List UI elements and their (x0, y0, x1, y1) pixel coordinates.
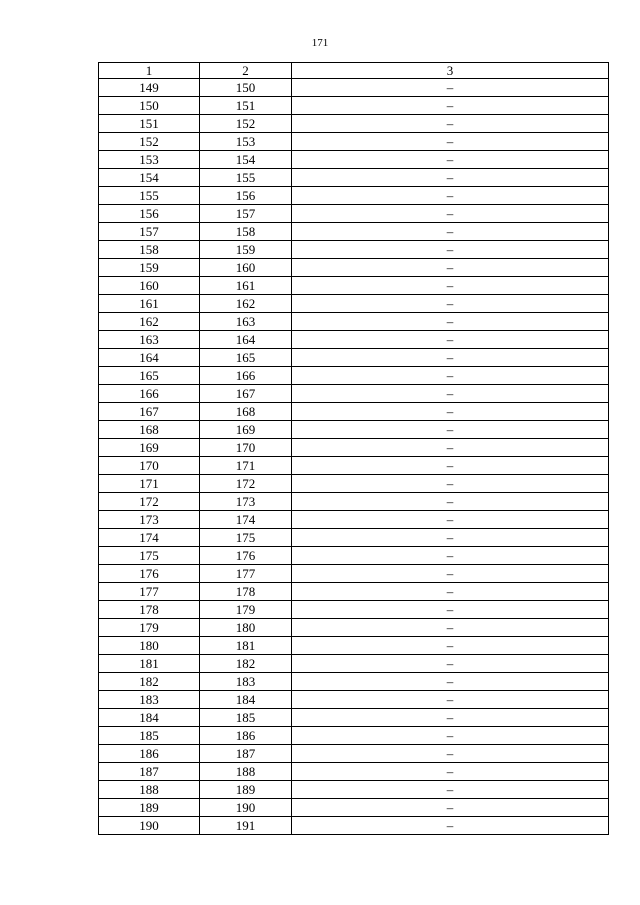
table-row (99, 547, 609, 565)
table-row (99, 493, 609, 511)
table-cell-col-3: – (292, 439, 609, 457)
table-cell-col-2: 154 (200, 151, 292, 169)
table-cell-col-2: 169 (200, 421, 292, 439)
table-cell-col-1: 156 (99, 205, 200, 223)
table-row (99, 205, 609, 223)
table-row (99, 511, 609, 529)
table-row (99, 349, 609, 367)
table-cell-col-2: 156 (200, 187, 292, 205)
table-cell-col-2: 185 (200, 709, 292, 727)
table-row (99, 421, 609, 439)
table-cell-col-3: – (292, 781, 609, 799)
table-cell-col-1: 166 (99, 385, 200, 403)
table-cell-col-1: 149 (99, 79, 200, 97)
table-row (99, 295, 609, 313)
table-cell-col-3: – (292, 313, 609, 331)
table-cell-col-3: – (292, 709, 609, 727)
table-cell-col-3: – (292, 637, 609, 655)
table-row (99, 637, 609, 655)
table-cell-col-3: – (292, 727, 609, 745)
table-cell-col-2: 151 (200, 97, 292, 115)
table-cell-col-2: 182 (200, 655, 292, 673)
table-row (99, 565, 609, 583)
table-cell-col-3: – (292, 457, 609, 475)
table-cell-col-1: 188 (99, 781, 200, 799)
table-cell-col-2: 183 (200, 673, 292, 691)
table-cell-col-2: 168 (200, 403, 292, 421)
table-cell-col-2: 189 (200, 781, 292, 799)
column-header-3: 3 (292, 63, 609, 79)
table-cell-col-1: 184 (99, 709, 200, 727)
data-table (98, 62, 609, 835)
table-cell-col-2: 159 (200, 241, 292, 259)
table-cell-col-3: – (292, 295, 609, 313)
table-row (99, 169, 609, 187)
table-row (99, 313, 609, 331)
table-cell-col-1: 170 (99, 457, 200, 475)
table-cell-col-3: – (292, 115, 609, 133)
table-row (99, 727, 609, 745)
table-cell-col-1: 151 (99, 115, 200, 133)
table-row (99, 187, 609, 205)
table-cell-col-1: 165 (99, 367, 200, 385)
table-row (99, 619, 609, 637)
table-cell-col-3: – (292, 817, 609, 835)
table-cell-col-3: – (292, 493, 609, 511)
table-cell-col-1: 162 (99, 313, 200, 331)
table-cell-col-1: 173 (99, 511, 200, 529)
table-cell-col-2: 160 (200, 259, 292, 277)
table-row (99, 691, 609, 709)
table-cell-col-3: – (292, 691, 609, 709)
table-row (99, 655, 609, 673)
table-cell-col-3: – (292, 79, 609, 97)
table-cell-col-3: – (292, 241, 609, 259)
table-cell-col-1: 190 (99, 817, 200, 835)
table-cell-col-1: 182 (99, 673, 200, 691)
table-cell-col-3: – (292, 349, 609, 367)
table-row (99, 259, 609, 277)
table-row (99, 745, 609, 763)
table-header-row (99, 63, 609, 79)
table-cell-col-2: 166 (200, 367, 292, 385)
table-row (99, 403, 609, 421)
table-cell-col-3: – (292, 133, 609, 151)
table-cell-col-3: – (292, 619, 609, 637)
table-cell-col-1: 158 (99, 241, 200, 259)
table-cell-col-3: – (292, 529, 609, 547)
table-row (99, 241, 609, 259)
table-row (99, 709, 609, 727)
table-cell-col-1: 152 (99, 133, 200, 151)
table-row (99, 583, 609, 601)
table-cell-col-2: 162 (200, 295, 292, 313)
table-cell-col-3: – (292, 403, 609, 421)
table-cell-col-2: 191 (200, 817, 292, 835)
table-row (99, 439, 609, 457)
table-cell-col-3: – (292, 745, 609, 763)
table-cell-col-2: 165 (200, 349, 292, 367)
table-cell-col-3: – (292, 565, 609, 583)
table-cell-col-3: – (292, 547, 609, 565)
table-cell-col-3: – (292, 421, 609, 439)
table-cell-col-2: 158 (200, 223, 292, 241)
table-row (99, 277, 609, 295)
table-cell-col-3: – (292, 331, 609, 349)
table-body (99, 79, 609, 835)
table-row (99, 529, 609, 547)
table-cell-col-3: – (292, 259, 609, 277)
table-cell-col-2: 180 (200, 619, 292, 637)
table-cell-col-2: 170 (200, 439, 292, 457)
table-cell-col-2: 153 (200, 133, 292, 151)
page-number: 171 (311, 37, 329, 49)
table-cell-col-1: 177 (99, 583, 200, 601)
table-cell-col-2: 176 (200, 547, 292, 565)
table-cell-col-2: 175 (200, 529, 292, 547)
table-row (99, 673, 609, 691)
table-cell-col-1: 186 (99, 745, 200, 763)
table-cell-col-1: 171 (99, 475, 200, 493)
table-cell-col-2: 157 (200, 205, 292, 223)
table-cell-col-3: – (292, 601, 609, 619)
table-cell-col-1: 167 (99, 403, 200, 421)
table-cell-col-3: – (292, 511, 609, 529)
table-cell-col-1: 180 (99, 637, 200, 655)
table-cell-col-1: 174 (99, 529, 200, 547)
table-cell-col-1: 169 (99, 439, 200, 457)
table-cell-col-2: 190 (200, 799, 292, 817)
table-cell-col-2: 164 (200, 331, 292, 349)
table-cell-col-3: – (292, 673, 609, 691)
table-cell-col-1: 157 (99, 223, 200, 241)
table-row (99, 367, 609, 385)
column-header-1: 1 (99, 63, 200, 79)
table-row (99, 223, 609, 241)
table-cell-col-2: 188 (200, 763, 292, 781)
table-row (99, 601, 609, 619)
table-cell-col-1: 153 (99, 151, 200, 169)
table-row (99, 457, 609, 475)
table-cell-col-1: 176 (99, 565, 200, 583)
table-cell-col-1: 168 (99, 421, 200, 439)
table-row (99, 763, 609, 781)
table-cell-col-1: 159 (99, 259, 200, 277)
table-cell-col-2: 186 (200, 727, 292, 745)
table-cell-col-1: 160 (99, 277, 200, 295)
table-cell-col-3: – (292, 367, 609, 385)
table-row (99, 79, 609, 97)
table-cell-col-2: 179 (200, 601, 292, 619)
table-cell-col-2: 155 (200, 169, 292, 187)
table-cell-col-3: – (292, 583, 609, 601)
table-cell-col-1: 178 (99, 601, 200, 619)
table-cell-col-3: – (292, 799, 609, 817)
table-cell-col-2: 163 (200, 313, 292, 331)
table-cell-col-1: 187 (99, 763, 200, 781)
table-cell-col-1: 172 (99, 493, 200, 511)
table-cell-col-1: 163 (99, 331, 200, 349)
table-cell-col-2: 172 (200, 475, 292, 493)
table-cell-col-2: 178 (200, 583, 292, 601)
table-row (99, 115, 609, 133)
table-cell-col-2: 173 (200, 493, 292, 511)
table-cell-col-1: 161 (99, 295, 200, 313)
table-cell-col-1: 189 (99, 799, 200, 817)
table-cell-col-1: 155 (99, 187, 200, 205)
table-cell-col-1: 181 (99, 655, 200, 673)
table-cell-col-1: 164 (99, 349, 200, 367)
table-cell-col-2: 177 (200, 565, 292, 583)
table-row (99, 331, 609, 349)
table-cell-col-3: – (292, 151, 609, 169)
table-cell-col-1: 154 (99, 169, 200, 187)
table-cell-col-3: – (292, 97, 609, 115)
table-cell-col-2: 171 (200, 457, 292, 475)
table-cell-col-3: – (292, 277, 609, 295)
table-cell-col-3: – (292, 763, 609, 781)
table-cell-col-3: – (292, 385, 609, 403)
table-cell-col-1: 179 (99, 619, 200, 637)
table-cell-col-1: 185 (99, 727, 200, 745)
table-cell-col-3: – (292, 187, 609, 205)
table-cell-col-2: 181 (200, 637, 292, 655)
table-cell-col-2: 184 (200, 691, 292, 709)
table-cell-col-3: – (292, 205, 609, 223)
table-cell-col-3: – (292, 223, 609, 241)
table-cell-col-1: 183 (99, 691, 200, 709)
table-cell-col-1: 150 (99, 97, 200, 115)
table-row (99, 781, 609, 799)
table-cell-col-3: – (292, 655, 609, 673)
table-row (99, 385, 609, 403)
table-row (99, 817, 609, 835)
table-cell-col-2: 152 (200, 115, 292, 133)
table-header (99, 63, 609, 79)
table-cell-col-1: 175 (99, 547, 200, 565)
table-cell-col-2: 161 (200, 277, 292, 295)
table-row (99, 97, 609, 115)
table-row (99, 799, 609, 817)
table-row (99, 475, 609, 493)
column-header-2: 2 (200, 63, 292, 79)
table-cell-col-3: – (292, 169, 609, 187)
table-cell-col-2: 174 (200, 511, 292, 529)
table-cell-col-3: – (292, 475, 609, 493)
table-cell-col-2: 150 (200, 79, 292, 97)
table-cell-col-2: 187 (200, 745, 292, 763)
table-row (99, 133, 609, 151)
table-row (99, 151, 609, 169)
table-cell-col-2: 167 (200, 385, 292, 403)
